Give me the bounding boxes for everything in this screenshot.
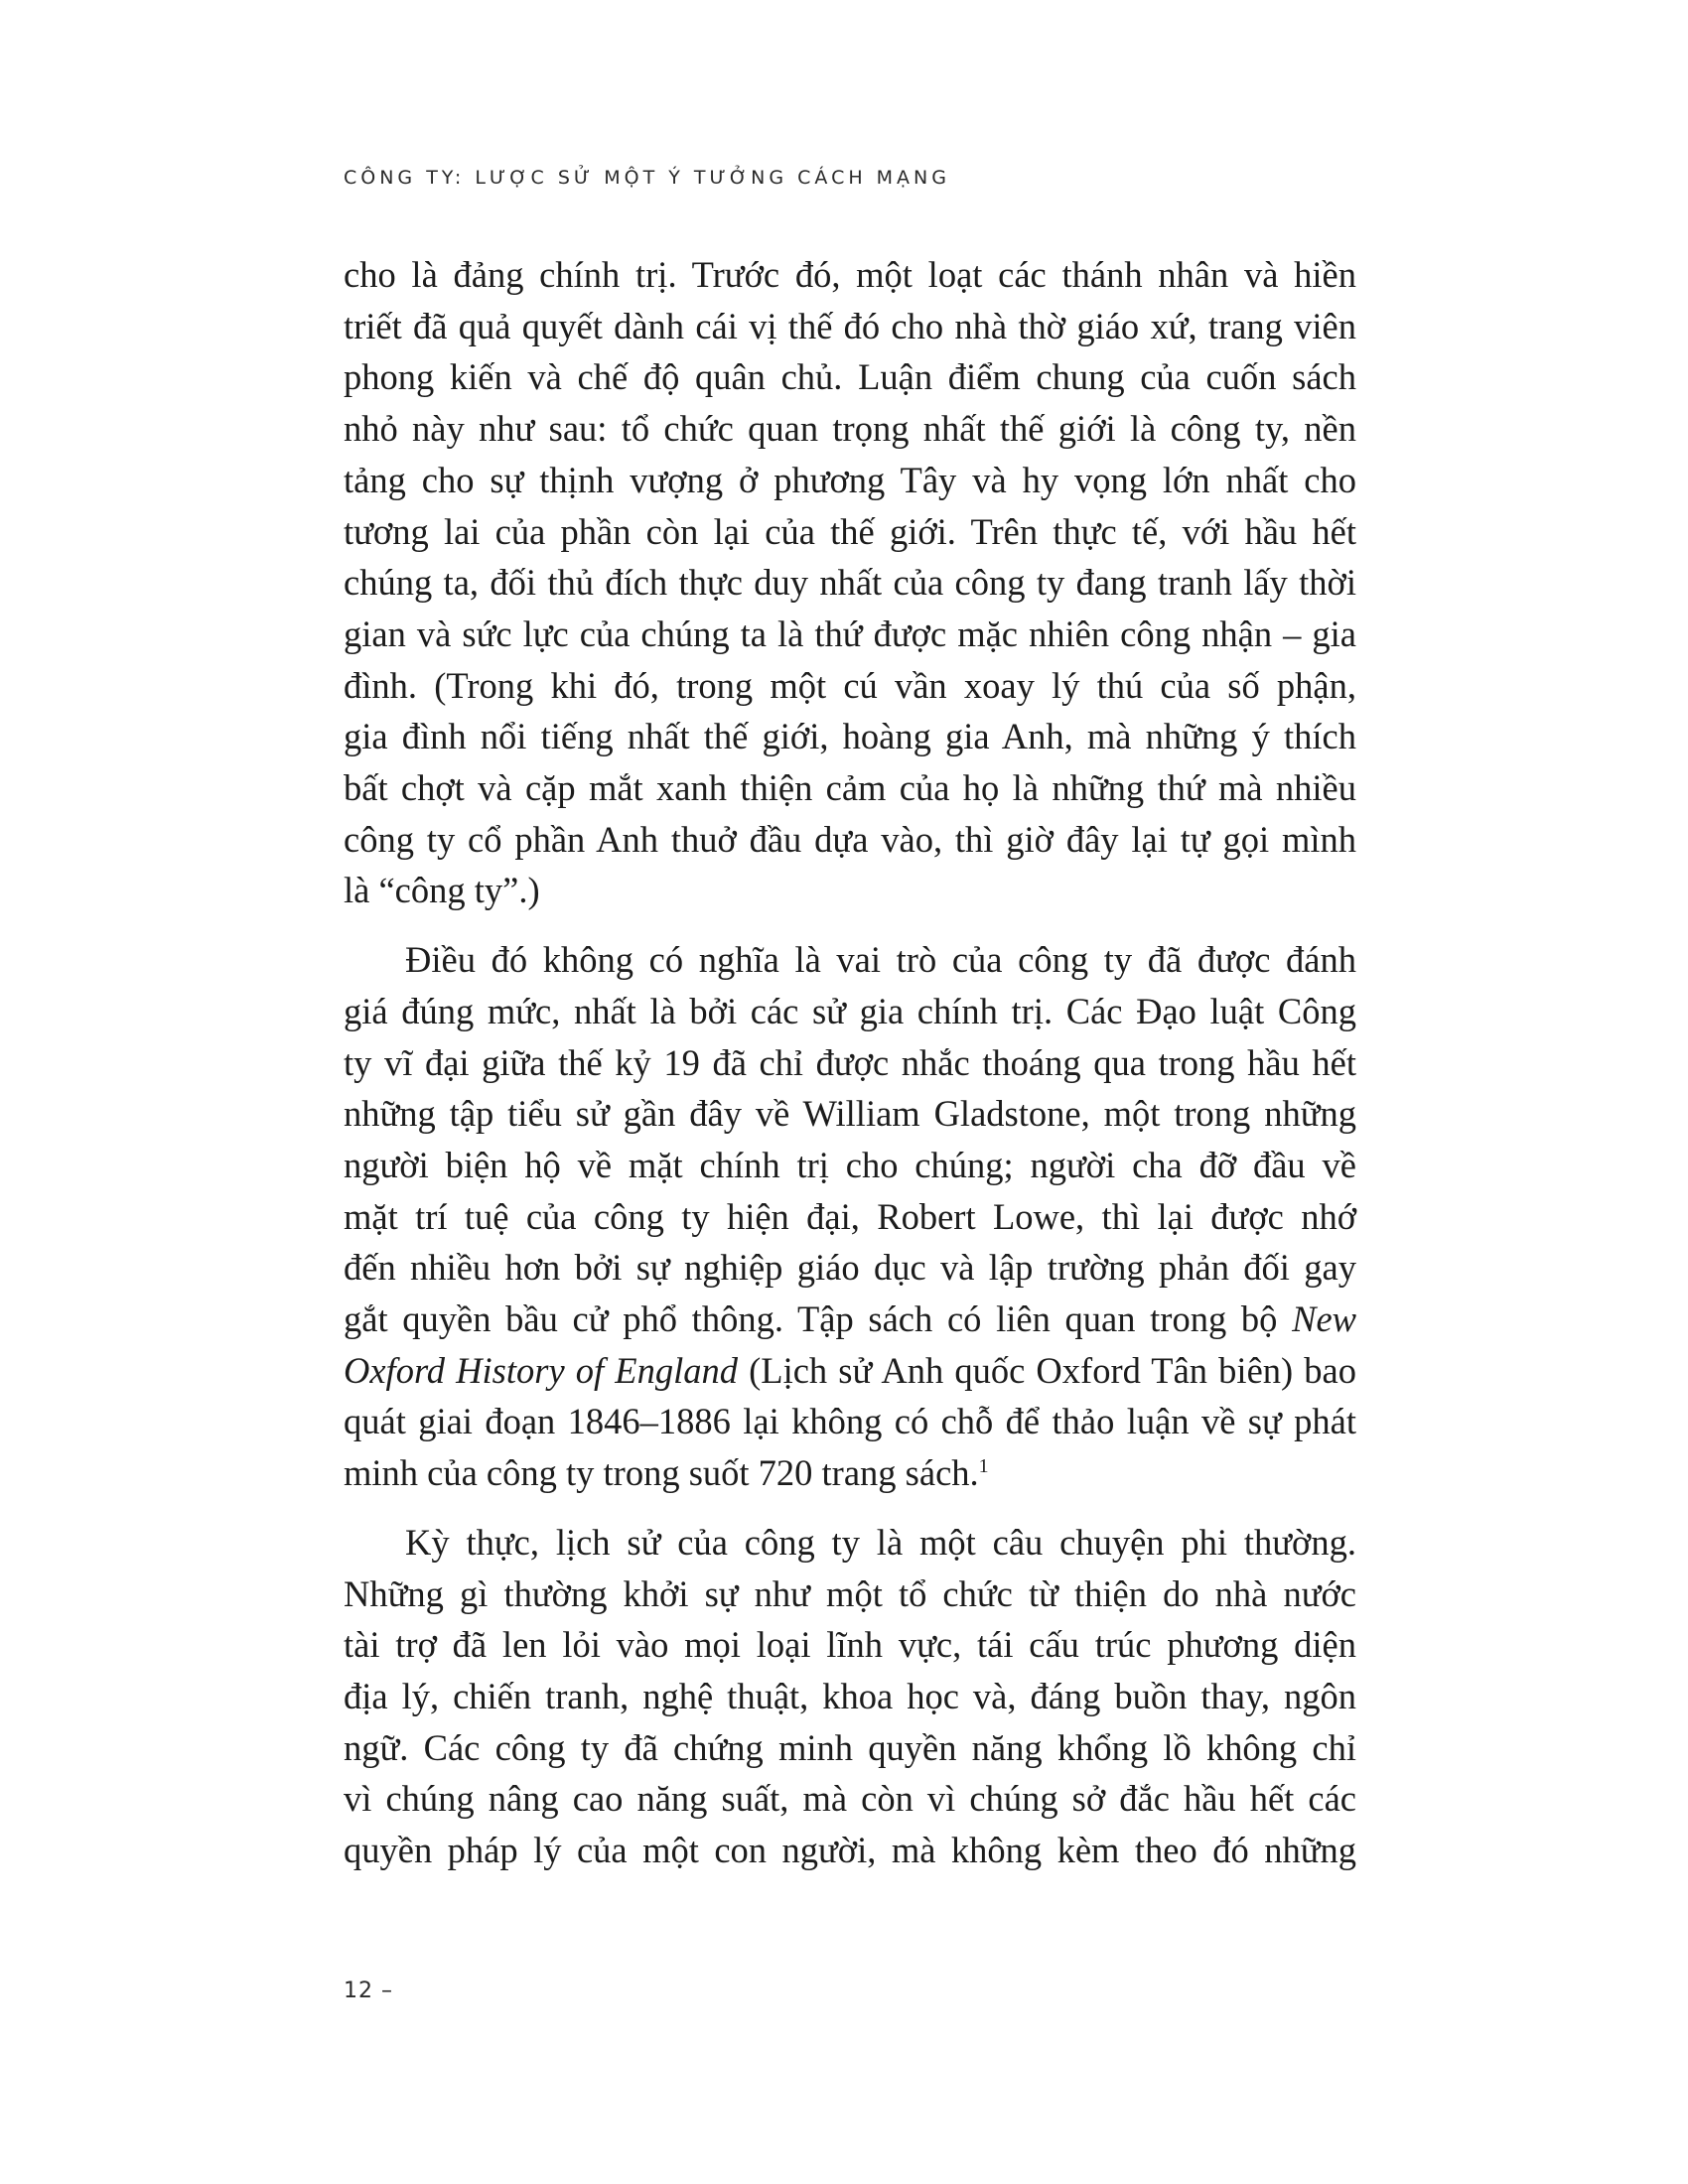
text-fragment: minh của công ty trong suốt 720 trang sách. [344, 1452, 979, 1494]
page-number: 12 – [344, 1979, 393, 2003]
text-line: nhỏ này như sau: tổ chức quan trọng nhất thế giới là công ty, nền [344, 408, 1356, 450]
book-title-italic: Oxford History of England [344, 1349, 738, 1391]
text-line: đến nhiều hơn bởi sự nghiệp giáo dục và lập trường phản đối gay [344, 1247, 1356, 1289]
text-line-with-footnote [344, 1447, 1356, 1499]
book-title-italic: New [1292, 1298, 1356, 1340]
text-line: quát giai đoạn 1846–1886 lại không có chỗ để thảo luận về sự phát [344, 1401, 1356, 1442]
text-line: địa lý, chiến tranh, nghệ thuật, khoa học và, đáng buồn thay, ngôn [344, 1675, 1356, 1716]
paragraph-2 [344, 934, 1356, 1499]
text-line: đình. (Trong khi đó, trong một cú vần xoay lý thú của số phận, [344, 664, 1356, 706]
text-line: mặt trí tuệ của công ty hiện đại, Robert Lowe, thì lại được nhớ [344, 1195, 1356, 1237]
text-line: cho là đảng chính trị. Trước đó, một loạt các thánh nhân và hiền [344, 254, 1356, 295]
body-text [344, 249, 1356, 1894]
paragraph-1 [344, 249, 1356, 916]
text-line: những tập tiểu sử gần đây về William Gladstone, một trong những [344, 1093, 1356, 1135]
text-line: ngữ. Các công ty đã chứng minh quyền năng khổng lồ không chỉ [344, 1726, 1356, 1768]
text-fragment: gắt quyền bầu cử phổ thông. Tập sách có liên quan trong bộ [344, 1298, 1278, 1340]
text-line-with-title [344, 1345, 1356, 1397]
text-line: người biện hộ về mặt chính trị cho chúng; người cha đỡ đầu về [344, 1144, 1356, 1185]
text-line-with-title [344, 1294, 1356, 1345]
text-line: gian và sức lực của chúng ta là thứ được mặc nhiên công nhận – gia [344, 613, 1356, 654]
text-line: Điều đó không có nghĩa là vai trò của công ty đã được đánh [405, 939, 1356, 981]
text-line: giá đúng mức, nhất là bởi các sử gia chính trị. Các Đạo luật Công [344, 990, 1356, 1031]
text-line: triết đã quả quyết dành cái vị thế đó cho nhà thờ giáo xứ, trang viên [344, 305, 1356, 346]
text-line: tương lai của phần còn lại của thế giới. Trên thực tế, với hầu hết [344, 510, 1356, 552]
text-line: tài trợ đã len lỏi vào mọi loại lĩnh vực, tái cấu trúc phương diện [344, 1624, 1356, 1666]
text-line: là “công ty”.) [344, 870, 540, 911]
text-line: ty vĩ đại giữa thế kỷ 19 đã chỉ được nhắc thoáng qua trong hầu hết [344, 1041, 1356, 1083]
text-line: tảng cho sự thịnh vượng ở phương Tây và hy vọng lớn nhất cho [344, 459, 1356, 500]
text-line: phong kiến và chế độ quân chủ. Luận điểm chung của cuốn sách [344, 356, 1356, 398]
text-line: Kỳ thực, lịch sử của công ty là một câu chuyện phi thường. [405, 1521, 1356, 1563]
footnote-marker[interactable]: 1 [978, 1455, 989, 1478]
text-line: gia đình nổi tiếng nhất thế giới, hoàng gia Anh, mà những ý thích [344, 716, 1356, 757]
text-line: chúng ta, đối thủ đích thực duy nhất của công ty đang tranh lấy thời [344, 562, 1356, 604]
paragraph-3 [344, 1517, 1356, 1876]
text-line: bất chợt và cặp mắt xanh thiện cảm của họ là những thứ mà nhiều [344, 767, 1356, 809]
text-line: vì chúng nâng cao năng suất, mà còn vì chúng sở đắc hầu hết các [344, 1778, 1356, 1820]
text-line: công ty cổ phần Anh thuở đầu dựa vào, thì giờ đây lại tự gọi mình [344, 818, 1356, 860]
running-header: CÔNG TY: LƯỢC SỬ MỘT Ý TƯỞNG CÁCH MẠNG [344, 167, 950, 189]
text-line: Những gì thường khởi sự như một tổ chức từ thiện do nhà nước [344, 1572, 1356, 1614]
text-fragment: (Lịch sử Anh quốc Oxford Tân biên) bao [738, 1349, 1356, 1391]
text-line: quyền pháp lý của một con người, mà không kèm theo đó những [344, 1830, 1356, 1871]
